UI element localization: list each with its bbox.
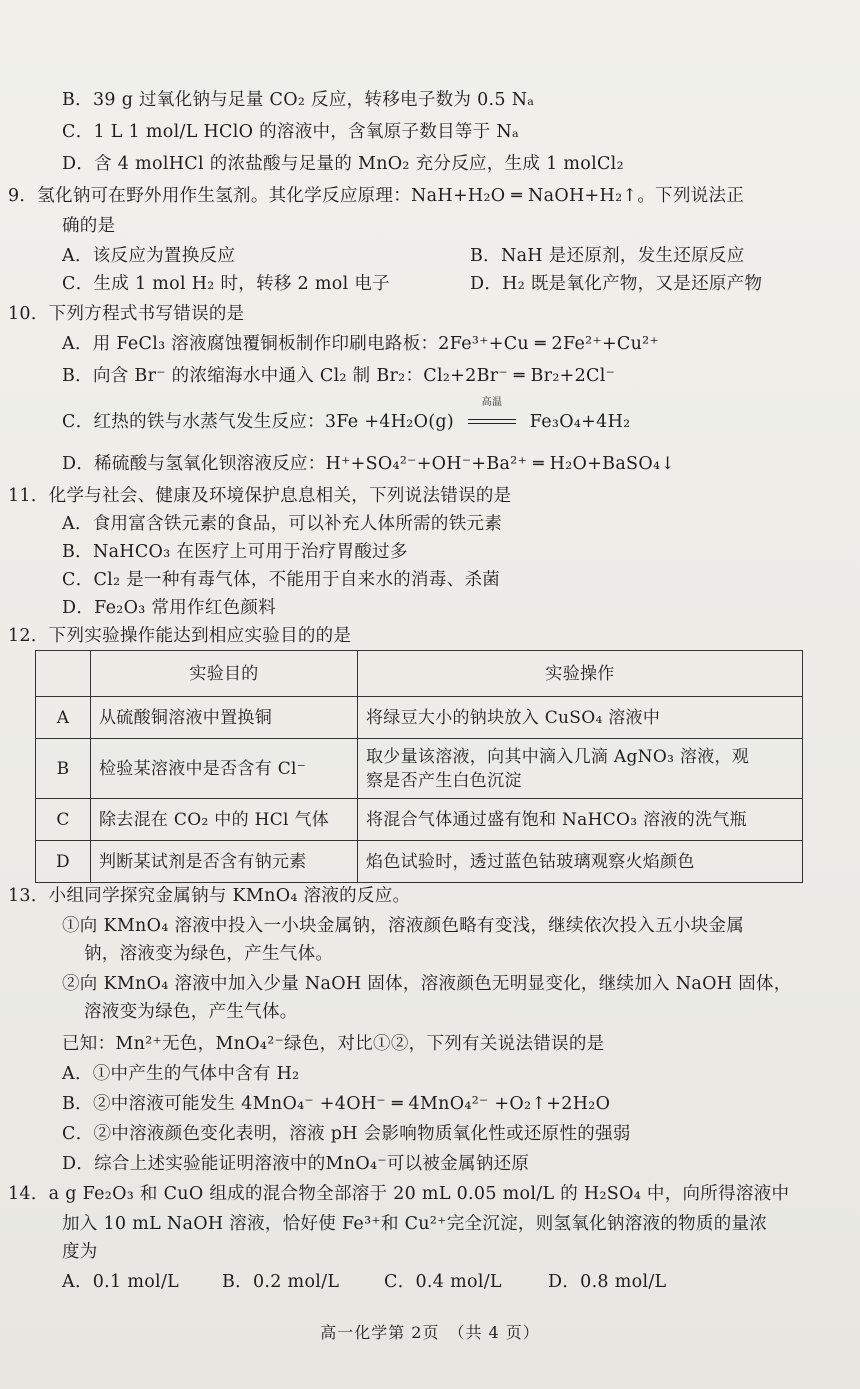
q9-stem-cont: 确的是 (62, 216, 116, 236)
q9-option-a: A．该反应为置换反应 (62, 246, 236, 266)
q14-option-d: D．0.8 mol/L (548, 1272, 667, 1292)
q11-option-a: A．食用富含铁元素的食品，可以补充人体所需的铁元素 (62, 514, 503, 534)
row-goal: 检验某溶液中是否含有 Cl⁻ (91, 739, 358, 799)
q13-option-b: B．②中溶液可能发生 4MnO₄⁻ +4OH⁻ ═ 4MnO₄²⁻ +O₂↑+2H₂O (62, 1094, 611, 1114)
q10-option-b: B．向含 Br⁻ 的浓缩海水中通入 Cl₂ 制 Br₂：Cl₂+2Br⁻ ═ Br₂+2Cl⁻ (62, 366, 616, 386)
reaction-condition: 高温 (481, 397, 503, 408)
q9-stem: 9．氢化钠可在野外用作生氢剂。其化学反应原理：NaH+H₂O ═ NaOH+H₂↑。下列说法正 (8, 186, 745, 206)
q10-c-reactants: C．红热的铁与水蒸气发生反应：3Fe +4H₂O(g) (62, 412, 455, 432)
q11-option-c: C．Cl₂ 是一种有毒气体，不能用于自来水的消毒、杀菌 (62, 570, 501, 590)
q13-step-2-cont: 溶液变为绿色，产生气体。 (84, 1002, 298, 1022)
table-row (36, 799, 803, 841)
q9-option-d: D．H₂ 既是氧化产物，又是还原产物 (470, 274, 763, 294)
q14-stem-cont2: 度为 (62, 1242, 98, 1262)
table-row (36, 739, 803, 799)
q8-option-c: C．1 L 1 mol/L HClO 的溶液中，含氧原子数目等于 Nₐ (62, 122, 520, 142)
row-operation: 焰色试验时，透过蓝色钴玻璃观察火焰颜色 (358, 841, 803, 883)
q13-option-c: C．②中溶液颜色变化表明，溶液 pH 会影响物质氧化性或还原性的强弱 (62, 1124, 631, 1144)
q10-option-c (62, 397, 631, 434)
row-operation-line: 取少量该溶液，向其中滴入几滴 AgNO₃ 溶液，观 (366, 746, 750, 767)
q11-option-b: B．NaHCO₃ 在医疗上可用于治疗胃酸过多 (62, 542, 408, 562)
row-id: D (36, 841, 91, 883)
q13-option-a: A．①中产生的气体中含有 H₂ (62, 1064, 300, 1084)
q8-option-b: B．39 g 过氧化钠与足量 CO₂ 反应，转移电子数为 0.5 Nₐ (62, 90, 535, 110)
q9-option-b: B．NaH 是还原剂，发生还原反应 (470, 246, 745, 266)
high-temp-arrow (466, 397, 518, 434)
q14-stem-cont: 加入 10 mL NaOH 溶液，恰好使 Fe³⁺和 Cu²⁺完全沉淀，则氢氧化钠溶液的物质的量浓 (62, 1214, 768, 1234)
q9-option-c: C．生成 1 mol H₂ 时，转移 2 mol 电子 (62, 274, 390, 294)
q13-step-1: ①向 KMnO₄ 溶液中投入一小块金属钠，溶液颜色略有变浅，继续依次投入五小块金属 (62, 916, 745, 936)
row-id: B (36, 739, 91, 799)
table-header-id (36, 651, 91, 697)
q11-option-d: D．Fe₂O₃ 常用作红色颜料 (62, 598, 277, 618)
q8-option-d: D．含 4 molHCl 的浓盐酸与足量的 MnO₂ 充分反应，生成 1 molCl₂ (62, 154, 624, 174)
q10-c-products: Fe₃O₄+4H₂ (529, 412, 631, 432)
table-header-operation: 实验操作 (358, 651, 803, 697)
q13-stem: 13．小组同学探究金属钠与 KMnO₄ 溶液的反应。 (8, 886, 411, 906)
q10-option-d: D．稀硫酸与氢氧化钡溶液反应：H⁺+SO₄²⁻+OH⁻+Ba²⁺ ═ H₂O+BaSO₄↓ (62, 454, 676, 474)
row-operation-line: 察是否产生白色沉淀 (366, 770, 522, 791)
row-goal: 除去混在 CO₂ 中的 HCl 气体 (91, 799, 358, 841)
row-operation: 将混合气体通过盛有饱和 NaHCO₃ 溶液的洗气瓶 (358, 799, 803, 841)
table-header-goal: 实验目的 (91, 651, 358, 697)
q10-stem: 10．下列方程式书写错误的是 (8, 304, 245, 324)
table-header-row (36, 651, 803, 697)
row-id: A (36, 697, 91, 739)
q14-stem: 14．a g Fe₂O₃ 和 CuO 组成的混合物全部溶于 20 mL 0.05 mol/L 的 H₂SO₄ 中，向所得溶液中 (8, 1184, 790, 1204)
row-goal: 从硫酸铜溶液中置换铜 (91, 697, 358, 739)
equals-bar-top (468, 419, 516, 420)
table-row (36, 697, 803, 739)
equals-bar-bottom (468, 423, 516, 424)
q13-option-d: D．综合上述实验能证明溶液中的MnO₄⁻可以被金属钠还原 (62, 1154, 530, 1174)
q14-option-a: A．0.1 mol/L (62, 1272, 180, 1292)
q12-stem: 12．下列实验操作能达到相应实验目的的是 (8, 626, 352, 646)
table-row (36, 841, 803, 883)
q13-known: 已知：Mn²⁺无色，MnO₄²⁻绿色，对比①②，下列有关说法错误的是 (62, 1034, 605, 1054)
q14-option-c: C．0.4 mol/L (384, 1272, 502, 1292)
experiment-table (35, 650, 803, 883)
q10-option-a: A．用 FeCl₃ 溶液腐蚀覆铜板制作印刷电路板：2Fe³⁺+Cu ═ 2Fe²⁺+Cu²⁺ (62, 334, 660, 354)
q13-step-2: ②向 KMnO₄ 溶液中加入少量 NaOH 固体，溶液颜色无明显变化，继续加入 NaOH 固体， (62, 974, 792, 994)
row-goal: 判断某试剂是否含有钠元素 (91, 841, 358, 883)
page-footer: 高一化学第 2页 （共 4 页） (320, 1323, 540, 1342)
q13-step-1-cont: 钠，溶液变为绿色，产生气体。 (84, 944, 334, 964)
row-operation: 将绿豆大小的钠块放入 CuSO₄ 溶液中 (358, 697, 803, 739)
q14-option-b: B．0.2 mol/L (222, 1272, 340, 1292)
row-id: C (36, 799, 91, 841)
row-operation (358, 739, 803, 799)
q11-stem: 11．化学与社会、健康及环境保护息息相关，下列说法错误的是 (8, 486, 512, 506)
